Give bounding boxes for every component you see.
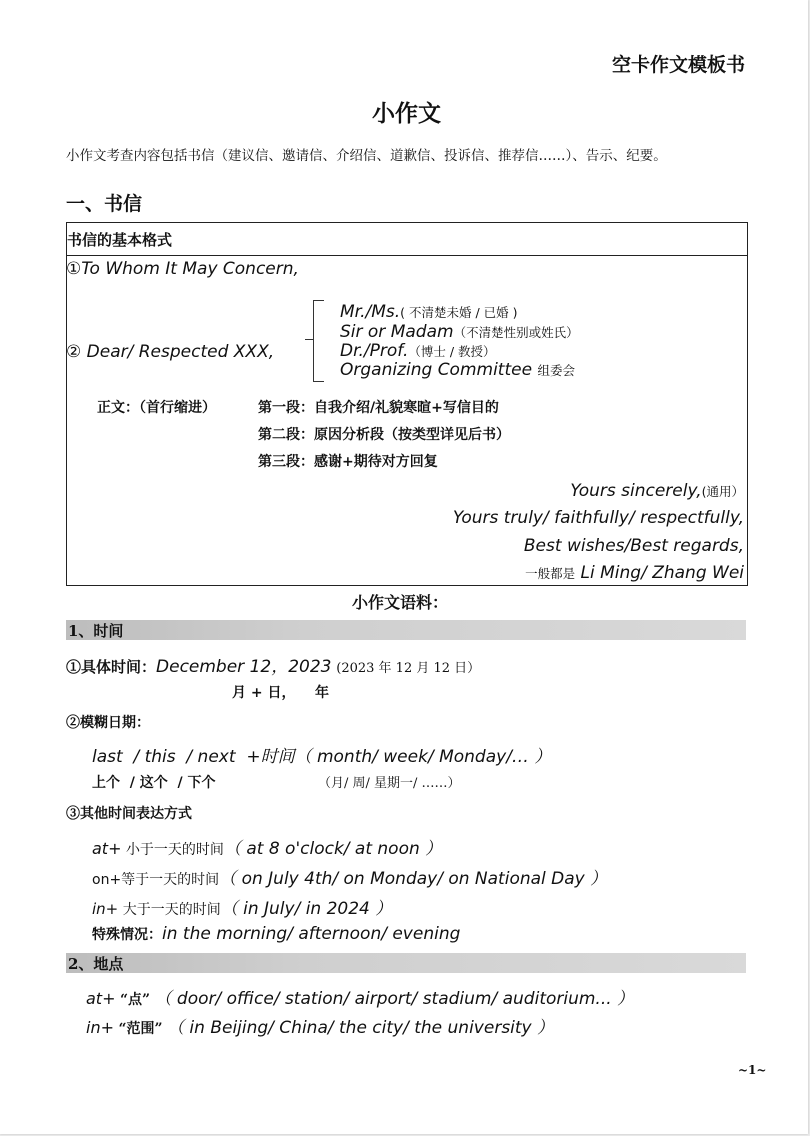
paragraph-1: 第一段：自我介绍/礼貌寒暄+写信目的 <box>258 400 499 416</box>
closing-truly: Yours truly/ faithfully/ respectfully, <box>452 508 744 528</box>
time-at-line: at+ 小于一天的时间（ at 8 o'clock/ at noon ） <box>92 839 443 859</box>
time-special-line: 特殊情况：in the morning/ afternoon/ evening <box>92 924 461 944</box>
specific-time-line: ①具体时间：December 12，2023 (2023 年 12 月 12 日） <box>66 657 481 677</box>
vague-date-chinese: 上个 / 这个 / 下个 <box>92 775 216 791</box>
intro-text: 小作文考查内容包括书信（建议信、邀请信、介绍信、道歉信、投诉信、推荐信……）、告示、纪要。 <box>66 148 667 164</box>
closing-sincerely: Yours sincerely,(通用） <box>570 481 744 501</box>
salutation-dear: ② Dear/ Respected XXX, <box>66 342 275 362</box>
place-at-line: at+ “点” （ door/ office/ station/ airport/ stadium/ auditorium... ） <box>86 989 635 1009</box>
specific-time-note: 月 + 日， 年 <box>232 685 329 701</box>
option-organizing-committee: Organizing Committee 组委会 <box>340 360 575 380</box>
salutation-to-whom: ①To Whom It May Concern, <box>66 259 299 279</box>
place-section-bar: 2、地点 <box>66 953 746 973</box>
corpus-title: 小作文语料： <box>352 593 449 612</box>
option-mr-ms: Mr./Ms.( 不清楚未婚 / 已婚 ) <box>340 302 518 322</box>
time-in-line: in+ 大于一天的时间（ in July/ in 2024 ） <box>92 899 393 919</box>
box-heading: 书信的基本格式 <box>67 231 173 249</box>
place-in-line: in+ “范围” （ in Beijing/ China/ the city/ the university ） <box>86 1018 555 1038</box>
option-sir-madam: Sir or Madam（不清楚性别或姓氏） <box>340 322 579 342</box>
brace-bracket <box>313 300 324 382</box>
vague-date-label: ②模糊日期： <box>66 715 150 731</box>
other-time-label: ③其他时间表达方式 <box>66 806 192 822</box>
section-title-letters: 一、书信 <box>66 193 143 215</box>
time-on-line: on+等于一天的时间（ on July 4th/ on Monday/ on National Day ） <box>92 869 608 889</box>
signature-names: 一般都是 Li Ming/ Zhang Wei <box>525 563 744 583</box>
page-number: ~1~ <box>738 1063 767 1077</box>
option-dr-prof: Dr./Prof.（博士 / 教授） <box>340 341 496 361</box>
paragraph-2: 第二段：原因分析段（按类型详见后书） <box>258 427 510 443</box>
time-section-bar: 1、时间 <box>66 620 746 640</box>
closing-best-wishes: Best wishes/Best regards, <box>523 536 744 556</box>
paragraph-3: 第三段：感谢+期待对方回复 <box>258 454 438 470</box>
vague-date-chinese-units: （月/ 周/ 星期一/ ……） <box>318 776 461 791</box>
vague-date-english: last / this / next +时间（ month/ week/ Monday/… ） <box>92 747 552 767</box>
page-title: 小作文 <box>372 100 441 127</box>
body-label: 正文：（首行缩进） <box>97 400 216 416</box>
book-title: 空卡作文模板书 <box>612 54 746 76</box>
